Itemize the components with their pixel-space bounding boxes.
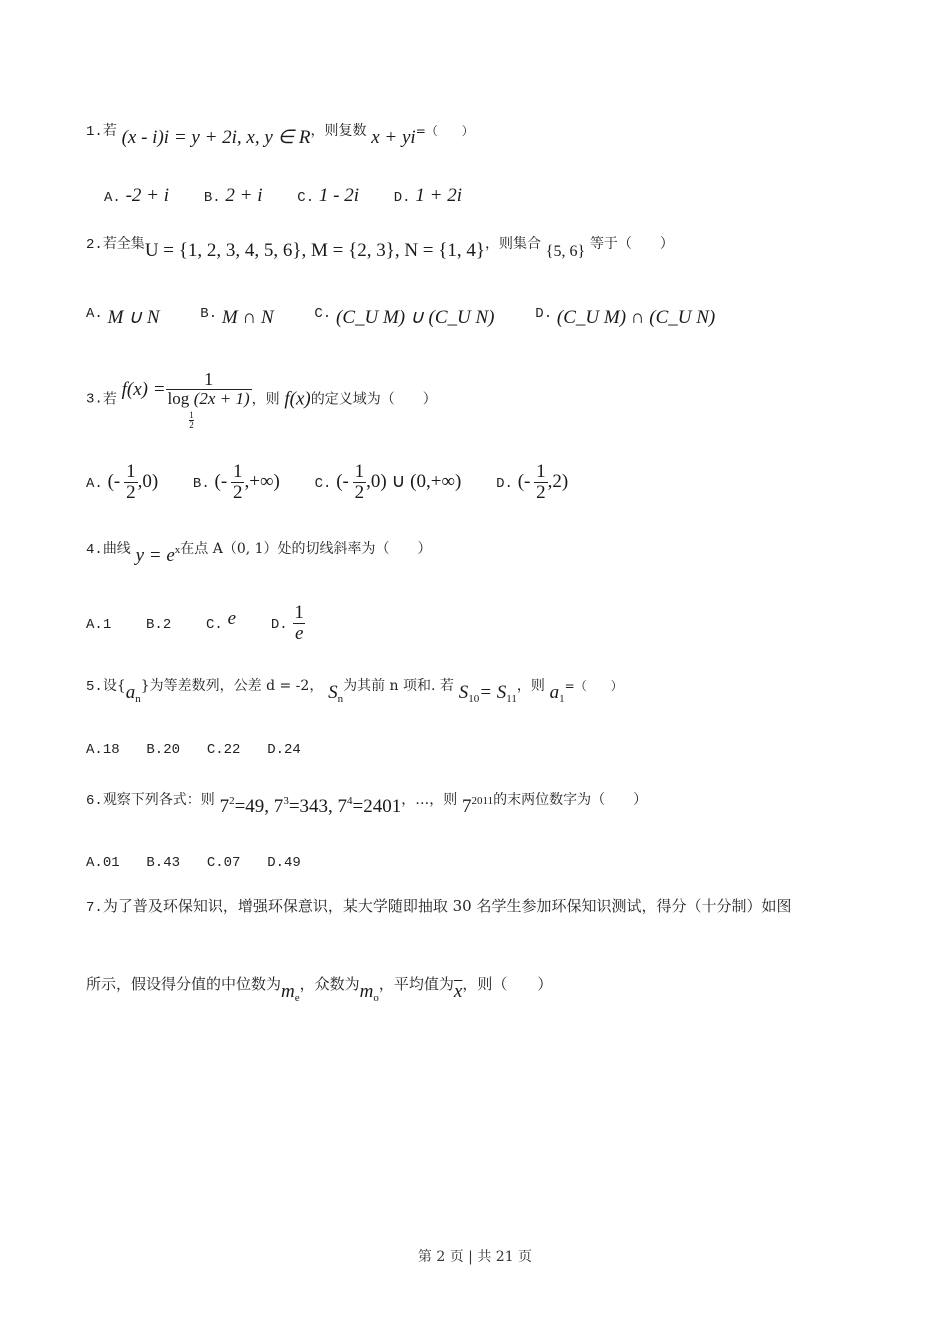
option-b: B.2 [146, 616, 172, 633]
option-d: D. $\frac{1}{e}$ [270, 602, 304, 644]
option-a: A. (- $\frac{1}{2}$ ,0) [86, 461, 159, 503]
option-b: B. 2 + i [203, 185, 263, 206]
question-1-stem: 1.若 (x - i)i = y + 2i, x, y ∈ R，则复数 x + yi=（ ） [86, 123, 474, 148]
option-b: B.20 [146, 742, 181, 758]
option-a: A.01 [86, 855, 120, 871]
question-2-options [86, 307, 745, 327]
option-c: C. e [206, 607, 237, 633]
question-3-options [86, 462, 598, 504]
question-7-stem-line1: 7.为了普及环保知识，增强环保意识，某大学随即抽取 30 名学生参加环保知识测试，得分（十分制）如图 [86, 897, 792, 916]
option-d: D. (C_U M) ∩ (C_U N) [535, 306, 716, 328]
option-b: B. (- $\frac{1}{2}$ ,+∞) [192, 461, 280, 503]
option-b: B. M ∩ N [200, 306, 274, 328]
option-c: C.07 [206, 855, 241, 871]
option-c: C.22 [206, 742, 241, 758]
option-c: C. (- $\frac{1}{2}$ ,0) ∪ (0,+∞) [314, 461, 462, 503]
option-b: B.43 [146, 855, 181, 871]
question-6-stem: 6.观察下列各式：则 $7^2=49$, $7^3=343$, $7^4=2401$，…，则 $7^{2011}$的末两位数字为（ ） [86, 792, 648, 817]
option-c: C. 1 - 2i [297, 185, 359, 206]
question-3-stem: 3.若 f(x) = 1 log $\frac{1}{2}$ (2x + 1) ，则 f(x)的定义域为（ ） [86, 369, 437, 430]
question-4-stem: 4.曲线 $y = e^x$在点 A（0, 1）处的切线斜率为（ ） [86, 541, 432, 566]
question-4-options [86, 603, 336, 645]
option-a: A. -2 + i [104, 185, 170, 206]
option-d: D.49 [267, 855, 301, 871]
question-1-options [104, 186, 492, 205]
question-7-stem-line2: 所示，假设得分值的中位数为$m_e$，众数为$m_o$，平均值为$\overline{x}$，则（ ） [86, 975, 553, 1004]
option-d: D. 1 + 2i [393, 185, 462, 206]
question-2-stem: 2.若全集U = {1, 2, 3, 4, 5, 6}, M = {2, 3}, N = {1, 4}，则集合 {5, 6} 等于（ ） [86, 236, 674, 261]
fraction: 1 log $\frac{1}{2}$ (2x + 1) [167, 369, 250, 430]
option-d: D. (- $\frac{1}{2}$ ,2) [496, 461, 569, 503]
question-5-options [86, 741, 331, 757]
question-5-stem: 5.设$\{a_n\}$为等差数列，公差 d = -2， $S_n$为其前 n 项和. 若 $S_{10}= S_{11}$，则 $a_1=$（ ） [86, 678, 623, 705]
option-a: A. M ∪ N [86, 306, 160, 328]
option-c: C. (C_U M) ∪ (C_U N) [314, 306, 495, 328]
equation: (x - i)i = y + 2i, x, y ∈ R [121, 127, 311, 148]
option-d: D.24 [267, 742, 301, 758]
option-a: A.1 [86, 616, 112, 633]
question-6-options [86, 854, 331, 870]
page-footer: 第 2 页 | 共 21 页 [417, 1249, 533, 1265]
option-a: A.18 [86, 742, 120, 758]
